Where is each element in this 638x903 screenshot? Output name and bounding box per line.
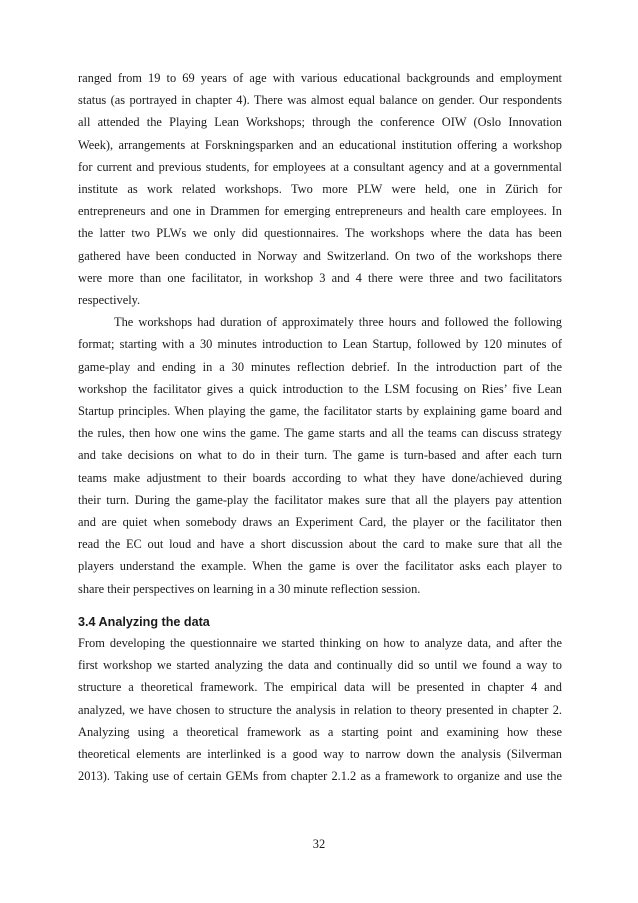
text-line: structure a theoretical framework. The empirical data will be presented in chapter 4 and: [78, 680, 562, 695]
text-line: workshop the facilitator gives a quick introduction to the LSM focusing on Ries’ five Lean: [78, 381, 562, 396]
text-line: were more than one facilitator, in workshop 3 and 4 there were three and two facilitators: [78, 270, 562, 285]
text-line: the rules, then how one wins the game. The game starts and all the teams can discuss strategy: [78, 426, 562, 441]
text-line: and are quiet when somebody draws an Experiment Card, the player or the facilitator then: [78, 515, 562, 530]
text-line: and take decisions on what to do in their turn. The game is turn-based and after each turn: [78, 448, 562, 463]
text-line: all attended the Playing Lean Workshops; through the conference OIW (Oslo Innovation: [78, 115, 562, 130]
text-line: Week), arrangements at Forskningsparken and an educational institution offering a workshop: [78, 137, 562, 152]
text-line: institute as work related workshops. Two more PLW were held, one in Zürich for: [78, 182, 562, 197]
text-line: teams make adjustment to their boards according to what they have done/achieved during: [78, 470, 562, 485]
paragraph-workshop-format: [78, 311, 562, 600]
text-line: game-play and ending in a 30 minutes reflection debrief. In the introduction part of the: [78, 359, 562, 374]
body-text-top: [78, 67, 562, 600]
text-line: their turn. During the game-play the facilitator makes sure that all the players pay attention: [78, 492, 562, 507]
text-line: the latter two PLWs we only did questionnaires. The workshops where the data has been: [78, 226, 562, 241]
text-line: From developing the questionnaire we started thinking on how to analyze data, and after the: [78, 636, 562, 650]
text-line: Startup principles. When playing the game, the facilitator starts by explaining game board and: [78, 404, 562, 419]
text-line: gathered have been conducted in Norway and Switzerland. On two of the workshops there: [78, 248, 562, 263]
text-line: Analyzing using a theoretical framework as a starting point and examining how these: [78, 724, 562, 739]
text-line: format; starting with a 30 minutes introduction to Lean Startup, followed by 120 minutes of: [78, 337, 562, 352]
body-text-bottom: [78, 632, 562, 787]
text-line: ranged from 19 to 69 years of age with various educational backgrounds and employment: [78, 71, 562, 85]
text-line: entrepreneurs and one in Drammen for emerging entrepreneurs and health care employees. In: [78, 204, 562, 219]
text-line: The workshops had duration of approximately three hours and followed the following: [114, 315, 562, 330]
text-line: analyzed, we have chosen to structure the analysis in relation to theory presented in chapter 2.: [78, 702, 562, 717]
text-line: read the EC out loud and have a short discussion about the card to make sure that all the: [78, 537, 562, 552]
text-line: players understand the example. When the game is over the facilitator asks each player to: [78, 559, 562, 574]
paragraph-respondents: [78, 67, 562, 311]
text-line: 2013). Taking use of certain GEMs from chapter 2.1.2 as a framework to organize and use the: [78, 769, 562, 784]
text-line: share their perspectives on learning in a 30 minute reflection session.: [78, 581, 421, 596]
page-number: 32: [312, 837, 326, 851]
text-line: status (as portrayed in chapter 4). There was almost equal balance on gender. Our respondents: [78, 93, 562, 108]
text-line: first workshop we started analyzing the data and continually did so until we found a way to: [78, 658, 562, 673]
text-line: respectively.: [78, 293, 141, 308]
text-line: for current and previous students, for employees at a consultant agency and at a governmental: [78, 159, 562, 174]
section-heading: 3.4 Analyzing the data: [78, 615, 210, 629]
paragraph-analyzing: [78, 632, 562, 787]
text-line: theoretical elements are interlinked is a good way to narrow down the analysis (Silverman: [78, 747, 562, 762]
